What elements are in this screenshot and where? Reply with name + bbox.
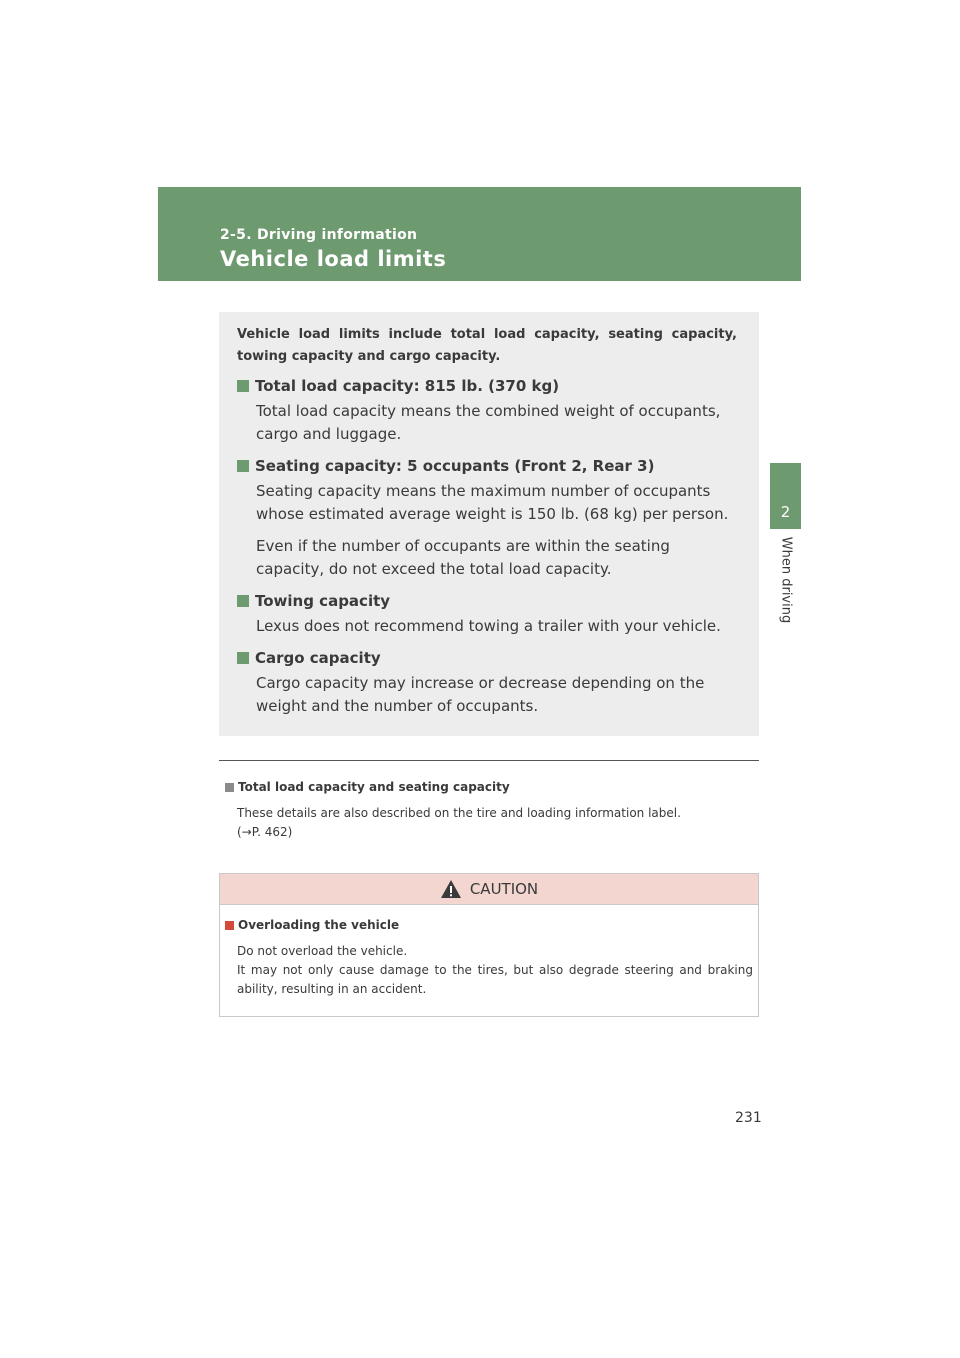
item-heading: Total load capacity: 815 lb. (370 kg): [255, 377, 560, 395]
section-header: [158, 187, 801, 281]
divider: [219, 760, 759, 761]
caution-box: [219, 873, 759, 1017]
chapter-number: 2: [780, 503, 791, 521]
page-title: Vehicle load limits: [220, 247, 447, 271]
note-text: These details are also described on the tire and loading information label.: [237, 806, 681, 820]
section-label: 2-5. Driving information: [220, 227, 418, 243]
caution-label: CAUTION: [469, 880, 539, 898]
item-towing: [237, 589, 737, 638]
item-heading: Cargo capacity: [255, 649, 381, 667]
page-number: 231: [735, 1110, 762, 1126]
load-limits-box: [219, 312, 759, 736]
warning-triangle-icon: [440, 879, 462, 899]
item-text: Total load capacity means the combined weight of occupants, cargo and luggage.: [256, 402, 721, 443]
item-heading: Seating capacity: 5 occupants (Front 2, Rear 3): [255, 457, 655, 475]
intro-text: Vehicle load limits include total load capacity, seating capacity, towing capacity and cargo capacity.: [237, 327, 737, 364]
bullet-square-icon: [237, 380, 249, 392]
page-reference: (→P. 462): [237, 825, 293, 839]
item-total-load: [237, 374, 737, 446]
note-body: [237, 804, 737, 842]
item-heading: Towing capacity: [255, 592, 391, 610]
item-cargo: [237, 646, 737, 718]
item-text: Even if the number of occupants are within the seating capacity, do not exceed the total load capacity.: [256, 537, 670, 578]
caution-title: [225, 918, 399, 932]
caution-text: Do not overload the vehicle.: [237, 944, 408, 958]
item-text: Lexus does not recommend towing a trailer with your vehicle.: [256, 617, 721, 635]
chapter-tab: [770, 463, 801, 529]
caution-heading: Overloading the vehicle: [238, 918, 400, 932]
bullet-square-icon: [237, 460, 249, 472]
bullet-square-icon: [225, 921, 234, 930]
caution-body: [237, 942, 753, 999]
note-heading: Total load capacity and seating capacity: [238, 780, 510, 794]
item-seating: [237, 454, 737, 581]
caution-text: It may not only cause damage to the tires, but also degrade steering and braking ability, resulting in an accident.: [237, 963, 753, 996]
note-title: [225, 780, 510, 794]
bullet-square-icon: [237, 595, 249, 607]
bullet-square-icon: [237, 652, 249, 664]
bullet-square-icon: [225, 783, 234, 792]
item-text: Cargo capacity may increase or decrease depending on the weight and the number of occupants.: [256, 674, 705, 715]
chapter-label: When driving: [778, 536, 794, 624]
caution-header: [220, 874, 758, 905]
item-text: Seating capacity means the maximum number of occupants whose estimated average weight is 150 lb. (68 kg) per person.: [256, 482, 729, 523]
